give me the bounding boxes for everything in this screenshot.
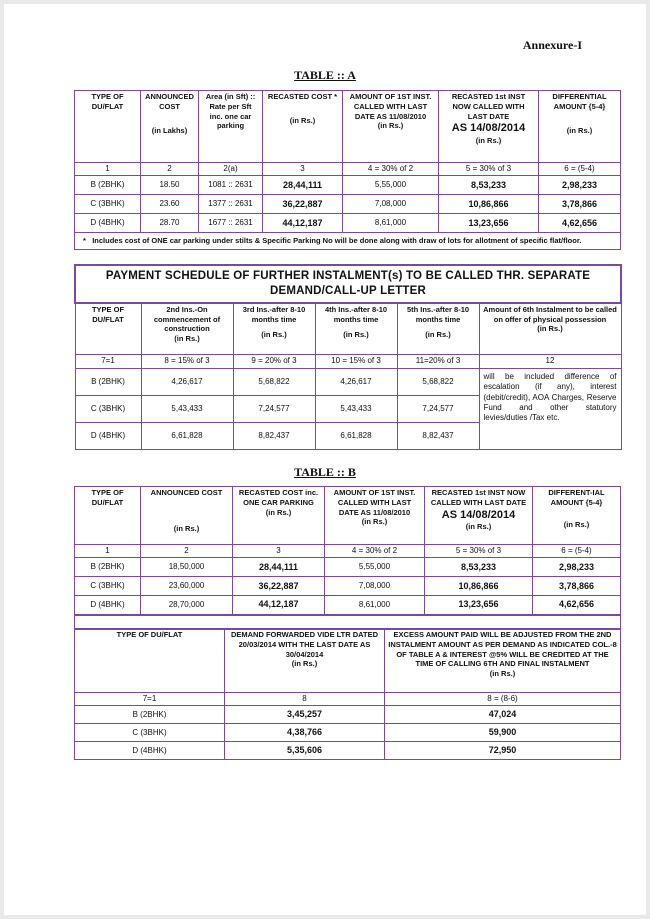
first-inst-cell: 7,08,000 [343,195,439,214]
col-sixth-inst-header: Amount of 6th Instalment to be called on offer of physical possession (in Rs.) [479,303,621,355]
type-cell: C (3BHK) [75,577,141,596]
demand-cell: 3,45,257 [225,706,385,724]
recasted-cell: 44,12,187 [233,596,325,615]
payment-schedule-banner: PAYMENT SCHEDULE OF FURTHER INSTALMENT(s) TO BE CALLED THR. SEPARATE DEMAND/CALL-UP LETTER [75,265,621,303]
parking-note [75,233,621,250]
payment-header-row [75,303,621,355]
recasted-first-cell: 10,86,866 [439,195,539,214]
fifth-inst-cell: 8,82,437 [397,422,479,449]
demand-index-row [75,693,621,706]
col-recasted-first-header: RECASTED 1st INST NOW CALLED WITH LAST DATE AS 14/08/2014 (in Rs.) [425,487,533,545]
col-announced-header: ANNOUNCED COST (in Lakhs) [141,91,199,163]
table-b-header-row [75,487,621,545]
index-cell: 1 [75,545,141,558]
type-cell: B (2BHK) [75,706,225,724]
col-area-header: Area (in Sft) :: Rate per Sft inc. one car parking [199,91,263,163]
index-cell: 5 = 30% of 3 [439,163,539,176]
type-cell: D (4BHK) [75,742,225,760]
col-type-header: TYPE OF DU/FLAT [75,629,225,693]
announced-cell: 28.70 [141,214,199,233]
first-inst-cell: 7,08,000 [325,577,425,596]
third-inst-cell: 5,68,822 [233,368,315,395]
col-differential-header: DIFFERENTIAL AMOUNT {5-4} (in Rs.) [539,91,621,163]
fifth-inst-cell: 5,68,822 [397,368,479,395]
table-divider [75,615,621,629]
recasted-first-cell: 8,53,233 [425,558,533,577]
index-cell: 6 = (5-4) [533,545,621,558]
table-a-title: TABLE :: A [294,68,356,82]
differential-cell: 3,78,866 [533,577,621,596]
differential-cell: 4,62,656 [533,596,621,615]
col-fifth-inst-header: 5th Ins.-after 8-10 months time (in Rs.) [397,303,479,355]
table-row [75,558,621,577]
index-cell: 1 [75,163,141,176]
table-row [75,176,621,195]
type-cell: B (2BHK) [75,558,141,577]
table-a-note-row [75,233,621,250]
index-cell: 3 [233,545,325,558]
index-cell: 10 = 15% of 3 [315,355,397,368]
fourth-inst-cell: 4,26,617 [315,368,397,395]
recasted-cell: 36,22,887 [263,195,343,214]
index-cell: 4 = 30% of 2 [343,163,439,176]
type-cell: D (4BHK) [75,596,141,615]
recasted-cell: 36,22,887 [233,577,325,596]
table-row [75,724,621,742]
table-b-index-row [75,545,621,558]
index-cell: 7=1 [75,355,141,368]
index-cell: 3 [263,163,343,176]
table-a-index-row [75,163,621,176]
demand-cell: 4,38,766 [225,724,385,742]
index-cell: 6 = (5-4) [539,163,621,176]
area-cell: 1081 :: 2631 [199,176,263,195]
first-inst-cell: 8,61,000 [325,596,425,615]
first-inst-cell: 5,55,000 [325,558,425,577]
asterisk-mark: * [83,236,86,246]
sixth-inst-note: will be included difference of escalation (if any), interest (debit/credit), AOA Charges, Reserve Fund and other statutory levies/duties /Tax etc. [479,368,621,449]
col-fourth-inst-header: 4th Ins.-after 8-10 months time (in Rs.) [315,303,397,355]
col-announced-header: ANNOUNCED COST (in Rs.) [141,487,233,545]
index-cell: 8 = 15% of 3 [141,355,233,368]
fifth-inst-cell: 7,24,577 [397,395,479,422]
index-cell: 8 = (8-6) [385,693,621,706]
col-recasted-first-header: RECASTED 1st INST NOW CALLED WITH LAST DATE AS 14/08/2014 (in Rs.) [439,91,539,163]
col-recasted-header: RECASTED COST * (in Rs.) [263,91,343,163]
col-differential-header: DIFFERENT-IAL AMOUNT {5-4} (in Rs.) [533,487,621,545]
col-type-header: TYPE OF DU/FLAT [75,487,141,545]
index-cell: 12 [479,355,621,368]
second-inst-cell: 5,43,433 [141,395,233,422]
index-cell: 4 = 30% of 2 [325,545,425,558]
index-cell: 2(a) [199,163,263,176]
index-cell: 2 [141,545,233,558]
recasted-first-cell: 13,23,656 [425,596,533,615]
col-first-inst-header: AMOUNT OF 1ST INST. CALLED WITH LAST DATE AS 11/08/2010 (in Rs.) [343,91,439,163]
payment-schedule-table [74,264,622,450]
demand-table [74,628,621,760]
announced-cell: 28,70,000 [141,596,233,615]
recasted-first-cell: 8,53,233 [439,176,539,195]
table-row [75,368,621,395]
differential-cell: 2,98,233 [539,176,621,195]
type-cell: D (4BHK) [75,214,141,233]
differential-cell: 3,78,866 [539,195,621,214]
table-row [75,742,621,760]
first-inst-cell: 5,55,000 [343,176,439,195]
announced-cell: 18.50 [141,176,199,195]
table-a-header-row [75,91,621,163]
type-cell: C (3BHK) [75,195,141,214]
area-cell: 1677 :: 2631 [199,214,263,233]
table-row [75,214,621,233]
table-row [75,577,621,596]
announced-cell: 23.60 [141,195,199,214]
recasted-first-cell: 10,86,866 [425,577,533,596]
index-cell: 7=1 [75,693,225,706]
col-first-inst-header: AMOUNT OF 1ST INST. CALLED WITH LAST DATE AS 11/08/2010 (in Rs.) [325,487,425,545]
third-inst-cell: 7,24,577 [233,395,315,422]
table-a [74,90,621,250]
col-recasted-header: RECASTED COST inc. ONE CAR PARKING (in Rs.) [233,487,325,545]
announced-cell: 23,60,000 [141,577,233,596]
second-inst-cell: 4,26,617 [141,368,233,395]
recasted-cell: 28,44,111 [263,176,343,195]
type-cell: B (2BHK) [75,368,141,395]
demand-cell: 5,35,606 [225,742,385,760]
area-cell: 1377 :: 2631 [199,195,263,214]
payment-index-row [75,355,621,368]
differential-cell: 2,98,233 [533,558,621,577]
differential-cell: 4,62,656 [539,214,621,233]
index-cell: 11=20% of 3 [397,355,479,368]
table-b-title: TABLE :: B [294,465,356,479]
index-cell: 5 = 30% of 3 [425,545,533,558]
excess-cell: 59,900 [385,724,621,742]
type-cell: B (2BHK) [75,176,141,195]
col-second-inst-header: 2nd Ins.-On commencement of construction (in Rs.) [141,303,233,355]
excess-cell: 72,950 [385,742,621,760]
recasted-first-cell: 13,23,656 [439,214,539,233]
third-inst-cell: 8,82,437 [233,422,315,449]
recasted-cell: 44,12,187 [263,214,343,233]
recasted-cell: 28,44,111 [233,558,325,577]
col-type-header: TYPE OF DU/FLAT [75,303,141,355]
table-row [75,195,621,214]
table-row [75,706,621,724]
index-cell: 2 [141,163,199,176]
col-third-inst-header: 3rd Ins.-after 8-10 months time (in Rs.) [233,303,315,355]
parking-note-text: Includes cost of ONE car parking under stilts & Specific Parking No will be done along with draw of lots for allotment of specific flat/floor. [92,236,582,246]
col-type-header: TYPE OF DU/FLAT [75,91,141,163]
table-b [74,486,621,630]
announced-cell: 18,50,000 [141,558,233,577]
type-cell: C (3BHK) [75,395,141,422]
table-row [75,596,621,615]
fourth-inst-cell: 5,43,433 [315,395,397,422]
type-cell: C (3BHK) [75,724,225,742]
first-inst-cell: 8,61,000 [343,214,439,233]
second-inst-cell: 6,61,828 [141,422,233,449]
demand-header-row [75,629,621,693]
fourth-inst-cell: 6,61,828 [315,422,397,449]
index-cell: 8 [225,693,385,706]
col-demand-header: DEMAND FORWARDED VIDE LTR DATED 20/03/2014 WITH THE LAST DATE AS 30/04/2014 (in Rs.) [225,629,385,693]
type-cell: D (4BHK) [75,422,141,449]
col-excess-header: EXCESS AMOUNT PAID WILL BE ADJUSTED FROM THE 2ND INSTALMENT AMOUNT AS PER DEMAND AS INDICATED COL.-8 OF TABLE A & INTEREST @5% WILL BE CREDITED AT THE TIME OF CALLING 6TH AND FINAL INSTALMENT (in Rs.) [385,629,621,693]
annexure-label: Annexure-I [522,38,582,52]
excess-cell: 47,024 [385,706,621,724]
index-cell: 9 = 20% of 3 [233,355,315,368]
